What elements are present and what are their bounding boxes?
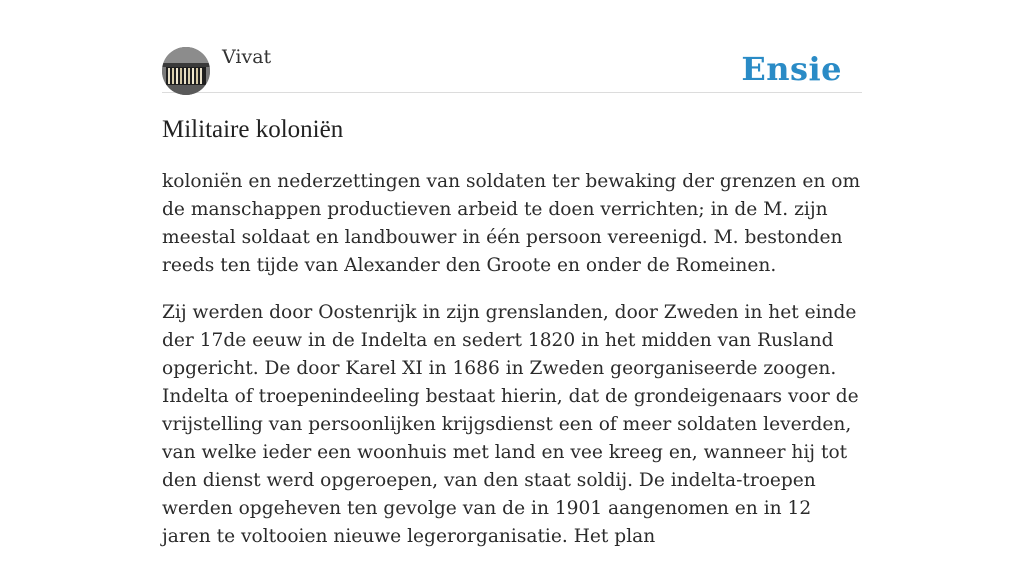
brand-logo[interactable]: Ensie [741,50,842,88]
article-body [162,168,862,570]
paragraph-1: koloniën en nederzettingen van soldaten ter bewaking der grenzen en om de manschappen productieven arbeid te doen verrichten; in de M. zijn meestal soldaat en landbouwer in één persoon vereenigd. M. bestonden reeds ten tijde van Alexander den Groote en onder de Romeinen. [162,171,861,276]
header [162,0,862,93]
author-name[interactable]: Vivat [222,46,272,68]
article-page [162,0,862,547]
page-title: Militaire koloniën [162,116,344,143]
book-spines-avatar-icon[interactable] [162,47,210,95]
paragraph-2: Zij werden door Oostenrijk in zijn grenslanden, door Zweden in het einde der 17de eeuw in de Indelta en sedert 1820 in het midden van Rusland opgericht. De door Karel XI in 1686 in Zweden georganiseerde zoogen. Indelta of troepenindeeling bestaat hierin, dat de grondeigenaars voor de vrijstelling van persoonlijken krijgsdienst een of meer soldaten leverden, van welke ieder een woonhuis met land en vee kreeg en, wanneer hij tot den dienst werd opgeroepen, van den staat soldij. De indelta-troepen werden opgeheven ten gevolge van de in 1901 aangenomen en in 12 jaren te voltooien nieuwe legerorganisatie. Het plan [162,302,859,547]
